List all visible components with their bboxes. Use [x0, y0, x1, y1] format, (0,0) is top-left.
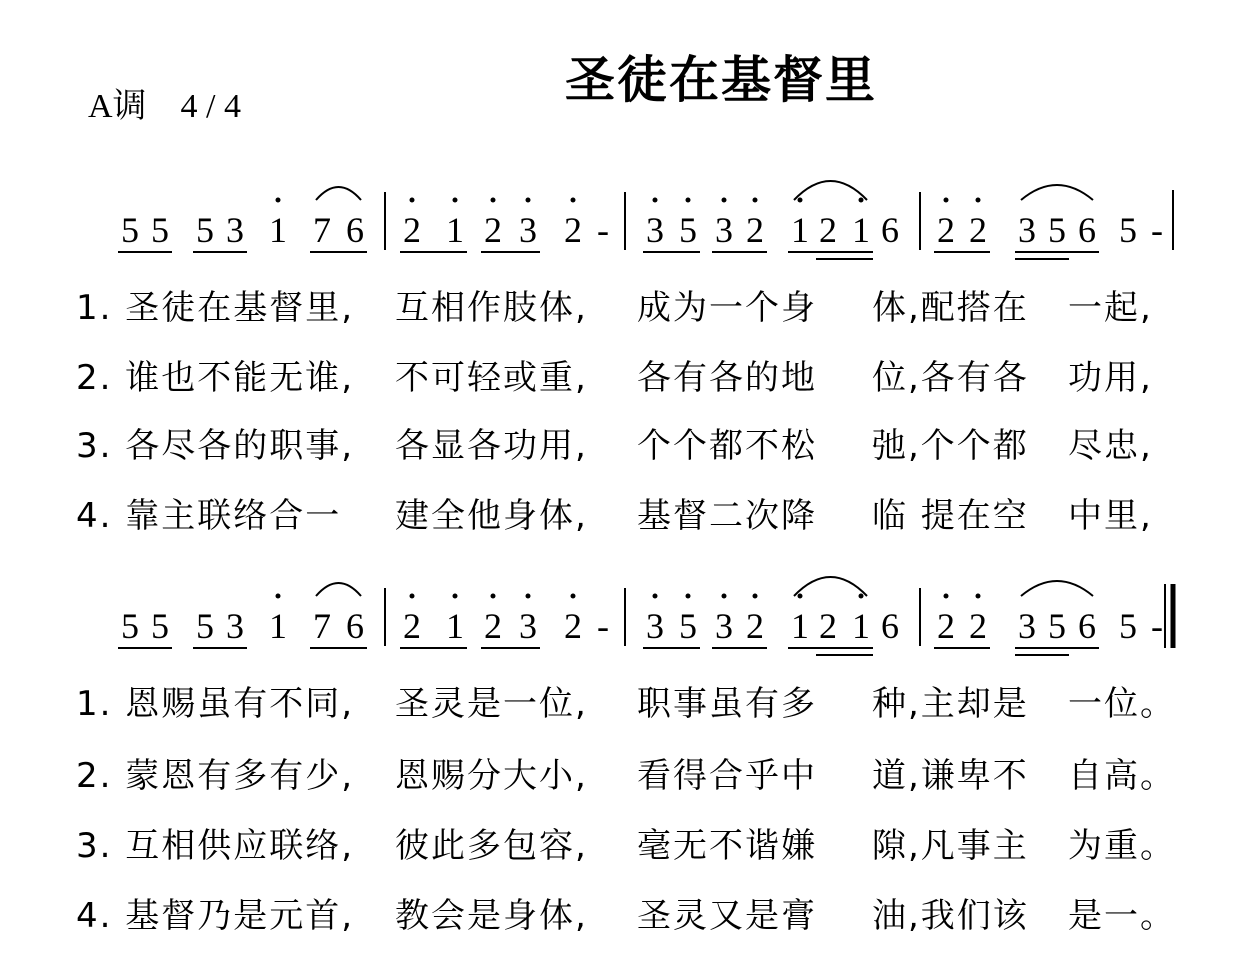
lyric-phrase: 自高。	[1068, 756, 1176, 796]
slur	[316, 583, 361, 596]
lyric-phrase: 3. 互相供应联络,	[76, 826, 355, 866]
notation-system-2	[118, 577, 1173, 655]
octave-dot	[686, 594, 691, 599]
lyric-phrase: 功用,	[1068, 358, 1153, 398]
key-signature: A调 4 / 4	[88, 88, 241, 125]
octave-dot	[653, 594, 658, 599]
lyric-phrase: 3. 各尽各的职事,	[76, 426, 355, 466]
note: 5	[1119, 606, 1137, 646]
lyric-phrase: 圣灵又是膏	[637, 896, 817, 936]
lyric-line	[0, 280, 1238, 330]
lyric-phrase: 2. 谁也不能无谁,	[76, 358, 355, 398]
note: 1	[791, 606, 809, 646]
lyric-phrase: 位,各有各	[872, 358, 1029, 398]
note: 5	[196, 210, 214, 250]
octave-dot	[976, 594, 981, 599]
octave-dot	[976, 198, 981, 203]
lyric-line	[0, 676, 1238, 726]
octave-dot	[859, 198, 864, 203]
note: 6	[881, 606, 899, 646]
octave-dot	[526, 198, 531, 203]
note: 7	[313, 210, 331, 250]
lyric-phrase: 圣灵是一位,	[395, 684, 588, 724]
octave-dot	[410, 198, 415, 203]
lyric-phrase: 各显各功用,	[395, 426, 588, 466]
lyric-phrase: 弛,个个都	[872, 426, 1029, 466]
octave-dot	[686, 198, 691, 203]
lyric-line	[0, 350, 1238, 400]
note: -	[597, 606, 609, 646]
note: 6	[881, 210, 899, 250]
note: 3	[646, 210, 664, 250]
note: 5	[121, 210, 139, 250]
note: 2	[819, 606, 837, 646]
note: 5	[1048, 606, 1066, 646]
note: 5	[1119, 210, 1137, 250]
note: 5	[679, 210, 697, 250]
note: 1	[852, 606, 870, 646]
slur	[794, 577, 867, 596]
lyric-line	[0, 748, 1238, 798]
note: 5	[151, 606, 169, 646]
note: 3	[715, 210, 733, 250]
octave-dot	[944, 198, 949, 203]
note: 6	[346, 606, 364, 646]
lyric-phrase: 彼此多包容,	[395, 826, 588, 866]
note: 3	[1018, 210, 1036, 250]
notation-system-1	[118, 181, 1173, 259]
lyric-phrase: 一起,	[1068, 288, 1153, 328]
note: 2	[564, 210, 582, 250]
note: 3	[519, 210, 537, 250]
note: 6	[346, 210, 364, 250]
lyric-phrase: 油,我们该	[872, 896, 1029, 936]
octave-dot	[798, 198, 803, 203]
lyric-phrase: 4. 基督乃是元首,	[76, 896, 355, 936]
lyric-phrase: 体,配搭在	[872, 288, 1029, 328]
lyric-phrase: 各有各的地	[637, 358, 817, 398]
octave-dot	[276, 594, 281, 599]
note: 7	[313, 606, 331, 646]
octave-dot	[491, 198, 496, 203]
octave-dot	[859, 594, 864, 599]
lyric-phrase: 看得合乎中	[637, 756, 817, 796]
lyric-phrase: 临 提在空	[872, 496, 1029, 536]
note: 3	[715, 606, 733, 646]
octave-dot	[526, 594, 531, 599]
note: -	[597, 210, 609, 250]
octave-dot	[722, 198, 727, 203]
note: 2	[403, 606, 421, 646]
lyric-phrase: 道,谦卑不	[872, 756, 1029, 796]
lyric-phrase: 建全他身体,	[395, 496, 588, 536]
lyric-phrase: 为重。	[1068, 826, 1176, 866]
lyric-phrase: 成为一个身	[637, 288, 817, 328]
octave-dot	[722, 594, 727, 599]
note: 5	[1048, 210, 1066, 250]
note: 3	[519, 606, 537, 646]
note: 3	[226, 606, 244, 646]
octave-dot	[571, 594, 576, 599]
octave-dot	[491, 594, 496, 599]
lyric-phrase: 种,主却是	[872, 684, 1029, 724]
lyric-phrase: 个个都不松	[637, 426, 817, 466]
note: 2	[484, 210, 502, 250]
slur	[794, 181, 867, 200]
lyric-phrase: 恩赐分大小,	[395, 756, 588, 796]
lyric-phrase: 隙,凡事主	[872, 826, 1029, 866]
lyric-phrase: 不可轻或重,	[395, 358, 588, 398]
lyric-phrase: 1. 圣徒在基督里,	[76, 288, 355, 328]
lyric-phrase: 基督二次降	[637, 496, 817, 536]
note: 2	[969, 606, 987, 646]
note: 2	[746, 606, 764, 646]
lyric-phrase: 4. 靠主联络合一	[76, 496, 342, 536]
note: 1	[446, 606, 464, 646]
lyric-phrase: 1. 恩赐虽有不同,	[76, 684, 355, 724]
lyric-line	[0, 418, 1238, 468]
lyric-phrase: 是一。	[1068, 896, 1176, 936]
note: 1	[852, 210, 870, 250]
lyric-phrase: 互相作肢体,	[395, 288, 588, 328]
octave-dot	[798, 594, 803, 599]
note: 2	[937, 210, 955, 250]
note: 5	[679, 606, 697, 646]
lyric-phrase: 职事虽有多	[637, 684, 817, 724]
octave-dot	[410, 594, 415, 599]
octave-dot	[753, 594, 758, 599]
note: 2	[403, 210, 421, 250]
note: 1	[269, 606, 287, 646]
note: 6	[1078, 210, 1096, 250]
lyric-phrase: 一位。	[1068, 684, 1176, 724]
note: 5	[196, 606, 214, 646]
octave-dot	[453, 594, 458, 599]
lyric-phrase: 教会是身体,	[395, 896, 588, 936]
note: -	[1151, 606, 1163, 646]
lyric-phrase: 尽忠,	[1068, 426, 1153, 466]
octave-dot	[753, 198, 758, 203]
note: 2	[937, 606, 955, 646]
note: 3	[1018, 606, 1036, 646]
note: 6	[1078, 606, 1096, 646]
slur	[1021, 581, 1093, 596]
octave-dot	[653, 198, 658, 203]
note: -	[1151, 210, 1163, 250]
note: 3	[646, 606, 664, 646]
note: 2	[564, 606, 582, 646]
lyric-phrase: 毫无不谐嫌	[637, 826, 817, 866]
lyric-phrase: 2. 蒙恩有多有少,	[76, 756, 355, 796]
note: 1	[791, 210, 809, 250]
note: 2	[819, 210, 837, 250]
note: 5	[121, 606, 139, 646]
note: 5	[151, 210, 169, 250]
note: 3	[226, 210, 244, 250]
lyric-line	[0, 888, 1238, 938]
octave-dot	[453, 198, 458, 203]
lyric-line	[0, 818, 1238, 868]
slur	[1021, 185, 1093, 200]
note: 2	[484, 606, 502, 646]
note: 1	[269, 210, 287, 250]
octave-dot	[944, 594, 949, 599]
lyric-phrase: 中里,	[1068, 496, 1153, 536]
octave-dot	[571, 198, 576, 203]
slur	[316, 187, 361, 200]
note: 1	[446, 210, 464, 250]
note: 2	[969, 210, 987, 250]
octave-dot	[276, 198, 281, 203]
lyric-line	[0, 488, 1238, 538]
song-title: 圣徒在基督里	[565, 51, 877, 109]
note: 2	[746, 210, 764, 250]
